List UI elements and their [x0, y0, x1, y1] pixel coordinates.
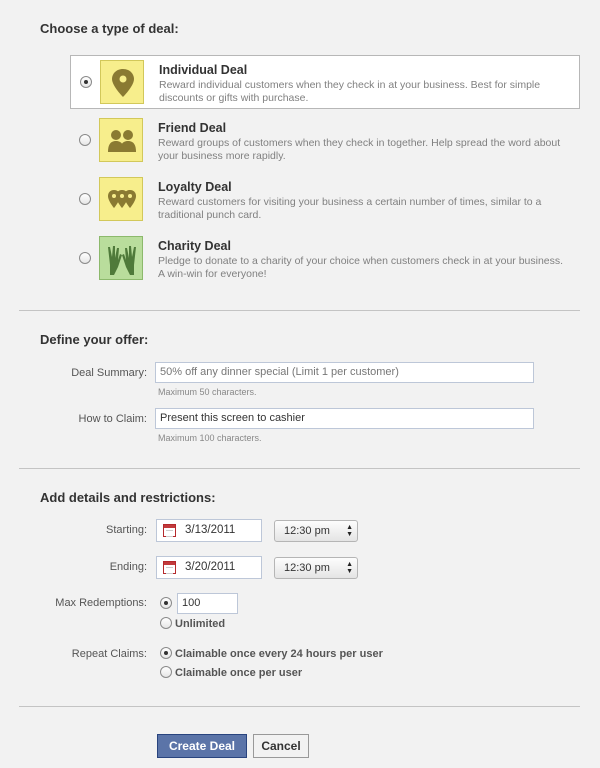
- unlimited-radio[interactable]: [160, 617, 172, 629]
- section-divider: [19, 706, 580, 707]
- create-deal-button[interactable]: Create Deal: [157, 734, 247, 758]
- repeat-claims-label: Repeat Claims:: [71, 648, 147, 660]
- unlimited-label[interactable]: Unlimited: [175, 618, 226, 630]
- deal-description: Reward individual customers when they check in at your business. Best for simple discounts or gifts with purchase.: [159, 79, 541, 104]
- starting-time-value: 12:30 pm: [284, 525, 330, 537]
- ending-date-input[interactable]: [156, 556, 262, 579]
- offer-heading: Define your offer:: [40, 332, 149, 347]
- deal-type-heading: Choose a type of deal:: [40, 21, 179, 36]
- starting-date-value: 3/13/2011: [185, 524, 236, 536]
- max-redemptions-input[interactable]: 100: [177, 593, 238, 614]
- ending-label: Ending:: [109, 561, 147, 573]
- deal-name: Loyalty Deal: [158, 180, 232, 194]
- starting-label: Starting:: [106, 524, 147, 536]
- deal-name: Friend Deal: [158, 121, 227, 135]
- charity-deal-radio[interactable]: [79, 252, 91, 264]
- deal-option-charity[interactable]: [70, 232, 580, 286]
- details-heading: Add details and restrictions:: [40, 490, 216, 505]
- repeat-24h-radio[interactable]: [160, 647, 172, 659]
- repeat-once-label[interactable]: Claimable once per user: [175, 667, 303, 679]
- starting-time-select[interactable]: [274, 520, 358, 542]
- deal-description: Reward customers for visiting your business a certain number of times, similar to a traditional punch card.: [158, 196, 542, 221]
- deal-name: Charity Deal: [158, 239, 231, 253]
- deal-option-individual[interactable]: [70, 55, 580, 109]
- repeat-24h-label[interactable]: Claimable once every 24 hours per user: [175, 648, 383, 660]
- raised-hands-icon: [99, 236, 143, 280]
- how-to-claim-hint: Maximum 100 characters.: [158, 433, 262, 443]
- ending-date-value: 3/20/2011: [185, 561, 236, 573]
- ending-time-value: 12:30 pm: [284, 562, 330, 574]
- section-divider: [19, 468, 580, 469]
- ending-time-select[interactable]: [274, 557, 358, 579]
- repeat-once-radio[interactable]: [160, 666, 172, 678]
- loyalty-pins-icon: [99, 177, 143, 221]
- starting-date-input[interactable]: [156, 519, 262, 542]
- loyalty-deal-radio[interactable]: [79, 193, 91, 205]
- calendar-icon[interactable]: [163, 524, 176, 537]
- cancel-button[interactable]: Cancel: [253, 734, 309, 758]
- deal-summary-hint: Maximum 50 characters.: [158, 387, 257, 397]
- deal-name: Individual Deal: [159, 63, 248, 77]
- up-down-arrows-icon: ▲ ▼: [346, 561, 353, 575]
- max-redemptions-label: Max Redemptions:: [55, 597, 147, 609]
- deal-summary-input[interactable]: 50% off any dinner special (Limit 1 per customer): [155, 362, 534, 383]
- friends-icon: [99, 118, 143, 162]
- how-to-claim-input[interactable]: Present this screen to cashier: [155, 408, 534, 429]
- calendar-icon[interactable]: [163, 561, 176, 574]
- section-divider: [19, 310, 580, 311]
- how-to-claim-label: How to Claim:: [78, 413, 147, 425]
- deal-summary-label: Deal Summary:: [71, 367, 147, 379]
- deal-description: Reward groups of customers when they check in together. Help spread the word about your business more rapidly.: [158, 137, 561, 162]
- max-redemptions-radio[interactable]: [160, 597, 172, 609]
- map-pin-icon: [100, 60, 144, 104]
- deal-option-loyalty[interactable]: [70, 173, 580, 227]
- deal-description: Pledge to donate to a charity of your choice when customers check in at your business. A win-win for everyone!: [158, 255, 564, 280]
- individual-deal-radio[interactable]: [80, 76, 92, 88]
- deal-option-friend[interactable]: [70, 114, 580, 168]
- friend-deal-radio[interactable]: [79, 134, 91, 146]
- up-down-arrows-icon: ▲ ▼: [346, 524, 353, 538]
